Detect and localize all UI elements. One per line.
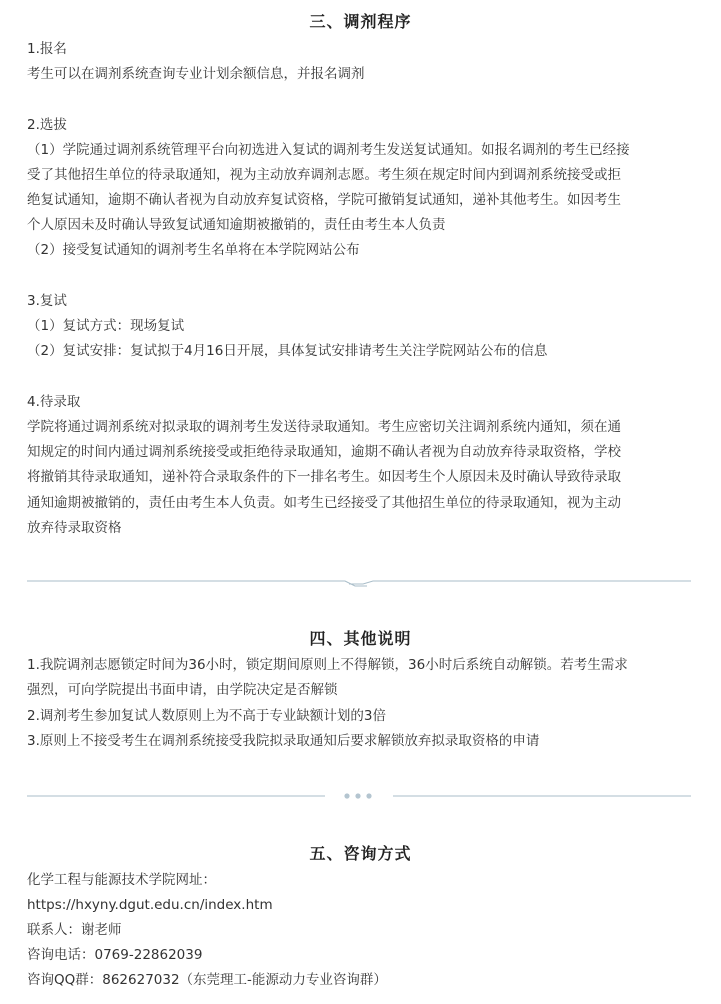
text-line: 考生可以在调剂系统查询专业计划余额信息，并报名调剂 [27, 66, 365, 82]
section-title-contact: 五、咨询方式 [309, 844, 412, 863]
qq-group: 咨询QQ群：862627032（东莞理工-能源动力专业咨询群） [27, 972, 387, 988]
text-line: 4.待录取 [27, 394, 81, 410]
text-line: 将撤销其待录取通知，递补符合录取条件的下一排名考生。如因考生个人原因未及时确认导致待录取 [27, 469, 621, 485]
text-line: 学院将通过调剂系统对拟录取的调剂考生发送待录取通知。考生应密切关注调剂系统内通知，须在通 [27, 419, 621, 435]
section-divider [27, 788, 691, 804]
text-line: 强烈，可向学院提出书面申请，由学院决定是否解锁 [27, 682, 338, 698]
section-divider [27, 573, 691, 589]
text-line: （2）接受复试通知的调剂考生名单将在本学院网站公布 [27, 242, 360, 258]
phone-number: 咨询电话：0769-22862039 [27, 947, 203, 963]
text-line: 通知逾期被撤销的，责任由考生本人负责。如考生已经接受了其他招生单位的待录取通知，视为主动 [27, 495, 621, 511]
text-line: 3.复试 [27, 293, 67, 309]
divider-line-icon [27, 573, 691, 589]
website-link[interactable]: https://hxyny.dgut.edu.cn/index.htm [27, 897, 273, 913]
section-title-procedure: 三、调剂程序 [309, 12, 412, 31]
text-line: 3.原则上不接受考生在调剂系统接受我院拟录取通知后要求解锁放弃拟录取资格的申请 [27, 733, 540, 749]
text-line: 1.报名 [27, 41, 67, 57]
divider-dots-icon [27, 788, 691, 804]
text-line: 放弃待录取资格 [27, 520, 122, 536]
text-line: 2.选拔 [27, 117, 67, 133]
contact-person: 联系人：谢老师 [27, 922, 122, 938]
text-line: 2.调剂考生参加复试人数原则上为不高于专业缺额计划的3倍 [27, 708, 386, 724]
text-line: 1.我院调剂志愿锁定时间为36小时，锁定期间原则上不得解锁，36小时后系统自动解锁。若考生需求 [27, 657, 628, 673]
text-line: 化学工程与能源技术学院网址： [27, 872, 216, 888]
text-line: （2）复试安排：复试拟于4月16日开展，具体复试安排请考生关注学院网站公布的信息 [27, 343, 548, 359]
text-line: （1）学院通过调剂系统管理平台向初选进入复试的调剂考生发送复试通知。如报名调剂的考生已经接 [27, 142, 630, 158]
text-line: 绝复试通知，逾期不确认者视为自动放弃复试资格，学院可撤销复试通知，递补其他考生。如因考生 [27, 192, 621, 208]
text-line: 知规定的时间内通过调剂系统接受或拒绝待录取通知，逾期不确认者视为自动放弃待录取资格，学校 [27, 444, 621, 460]
text-line: （1）复试方式：现场复试 [27, 318, 185, 334]
text-line: 个人原因未及时确认导致复试通知逾期被撤销的，责任由考生本人负责 [27, 217, 446, 233]
section-title-other-notes: 四、其他说明 [309, 629, 412, 648]
text-line: 受了其他招生单位的待录取通知，视为主动放弃调剂志愿。考生须在规定时间内到调剂系统接受或拒 [27, 167, 621, 183]
